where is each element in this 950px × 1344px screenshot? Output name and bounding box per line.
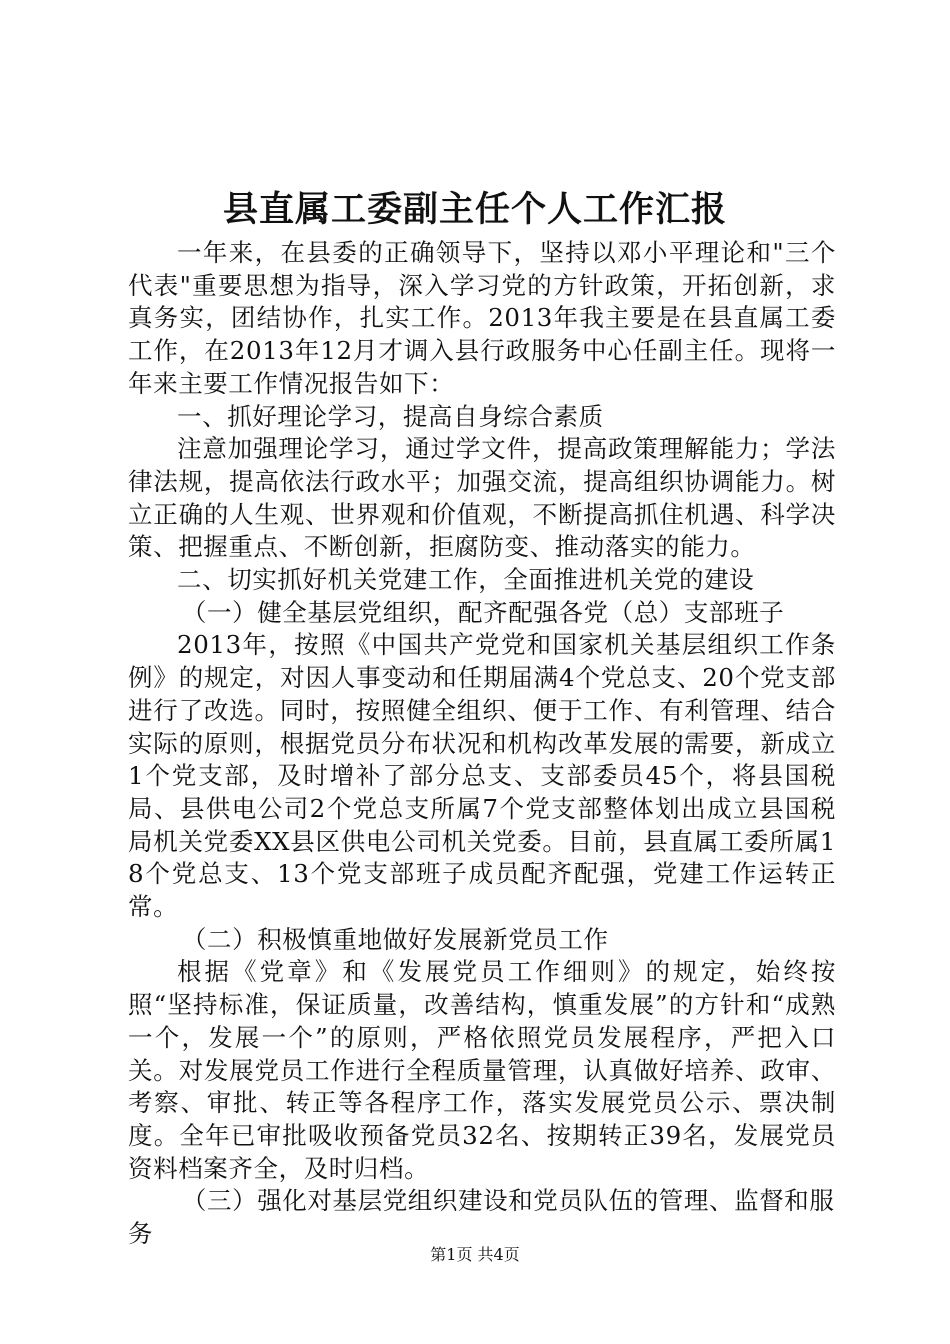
subsection-heading-2: （二）积极慎重地做好发展新党员工作: [181, 924, 609, 954]
section-heading-2: 二、切实抓好机关党建工作，全面推进机关党的建设: [177, 565, 755, 595]
document-body: [128, 237, 836, 1251]
subsection-2-paragraph: 根据《党章》和《发展党员工作细则》的规定，始终按照“坚持标准，保证质量，改善结构，慎重发展”的方针和“成熟一个，发展一个”的原则，严格依照党员发展程序，严把入口关。对发展党员工作进行全程质量管理，认真做好培养、政审、考察、审批、转正等各程序工作，落实发展党员公示、票决制度。全年已审批吸收预备党员32名、按期转正39名，发展党员资料档案齐全，及时归档。: [128, 957, 836, 1183]
page-number-footer: 第1页 共4页: [430, 1245, 520, 1264]
intro-paragraph: 一年来，在县委的正确领导下，坚持以邓小平理论和"三个代表"重要思想为指导，深入学习党的方针政策，开拓创新，求真务实，团结协作，扎实工作。2013年我主要是在县直属工委工作，在2013年12月才调入县行政服务中心任副主任。现将一年来主要工作情况报告如下：: [128, 238, 836, 398]
subsection-1-paragraph: 2013年，按照《中国共产党党和国家机关基层组织工作条例》的规定，对因人事变动和任期届满4个党总支、20个党支部进行了改选。同时，按照健全组织、便于工作、有利管理、结合实际的原则，根据党员分布状况和机构改革发展的需要，新成立1个党支部，及时增补了部分总支、支部委员45个，将县国税局、县供电公司2个党总支所属7个党支部整体划出成立县国税局机关党委XX县区供电公司机关党委。目前，县直属工委所属18个党总支、13个党支部班子成员配齐配强，党建工作运转正常。: [128, 630, 836, 922]
subsection-heading-3: （三）强化对基层党组织建设和党员队伍的管理、监督和服务: [128, 1186, 835, 1249]
subsection-heading-1: （一）健全基层党组织，配齐配强各党（总）支部班子: [181, 597, 785, 627]
document-title: 县直属工委副主任个人工作汇报: [222, 189, 727, 230]
section-heading-1: 一、抓好理论学习，提高自身综合素质: [177, 401, 604, 431]
section-1-paragraph: 注意加强理论学习，通过学文件，提高政策理解能力；学法律法规，提高依法行政水平；加强交流，提高组织协调能力。树立正确的人生观、世界观和价值观，不断提高抓住机遇、科学决策、把握重点、不断创新，拒腐防变、推动落实的能力。: [128, 434, 836, 562]
